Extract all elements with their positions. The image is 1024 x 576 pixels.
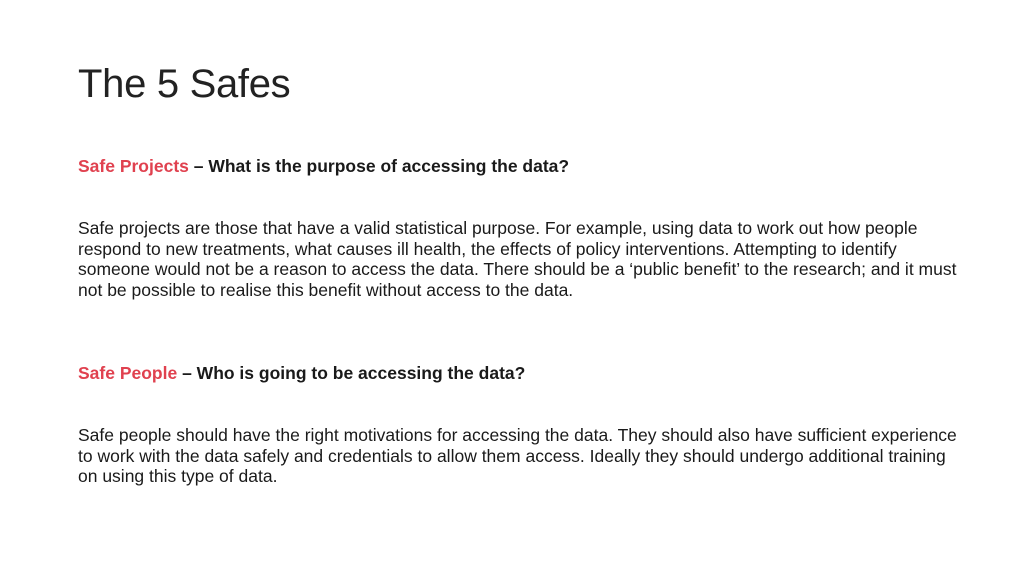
section-body-safe-projects: Safe projects are those that have a valid statistical purpose. For example, using data to work out how people respond to new treatments, what causes ill health, the effects of policy interventions. Attempting to identify someone would not be a reason to access the data. There should be a ‘public benefit’ to the research; and it must not be possible to realise this benefit without access to the data. bbox=[78, 218, 957, 300]
section-body-safe-people: Safe people should have the right motivations for accessing the data. They should also have sufficient experience to work with the data safely and credentials to allow them access. Ideally they should undergo additional training on using this type of data. bbox=[78, 425, 957, 486]
section-label-safe-projects: Safe Projects bbox=[78, 156, 189, 176]
slide-title: The 5 Safes bbox=[78, 62, 291, 106]
section-question-safe-people: – Who is going to be accessing the data? bbox=[177, 363, 526, 383]
section-question-safe-projects: – What is the purpose of accessing the data? bbox=[188, 156, 570, 176]
section-label-safe-people: Safe People bbox=[78, 363, 178, 383]
section-heading-safe-projects bbox=[78, 155, 958, 177]
section-heading-safe-people bbox=[78, 362, 958, 384]
